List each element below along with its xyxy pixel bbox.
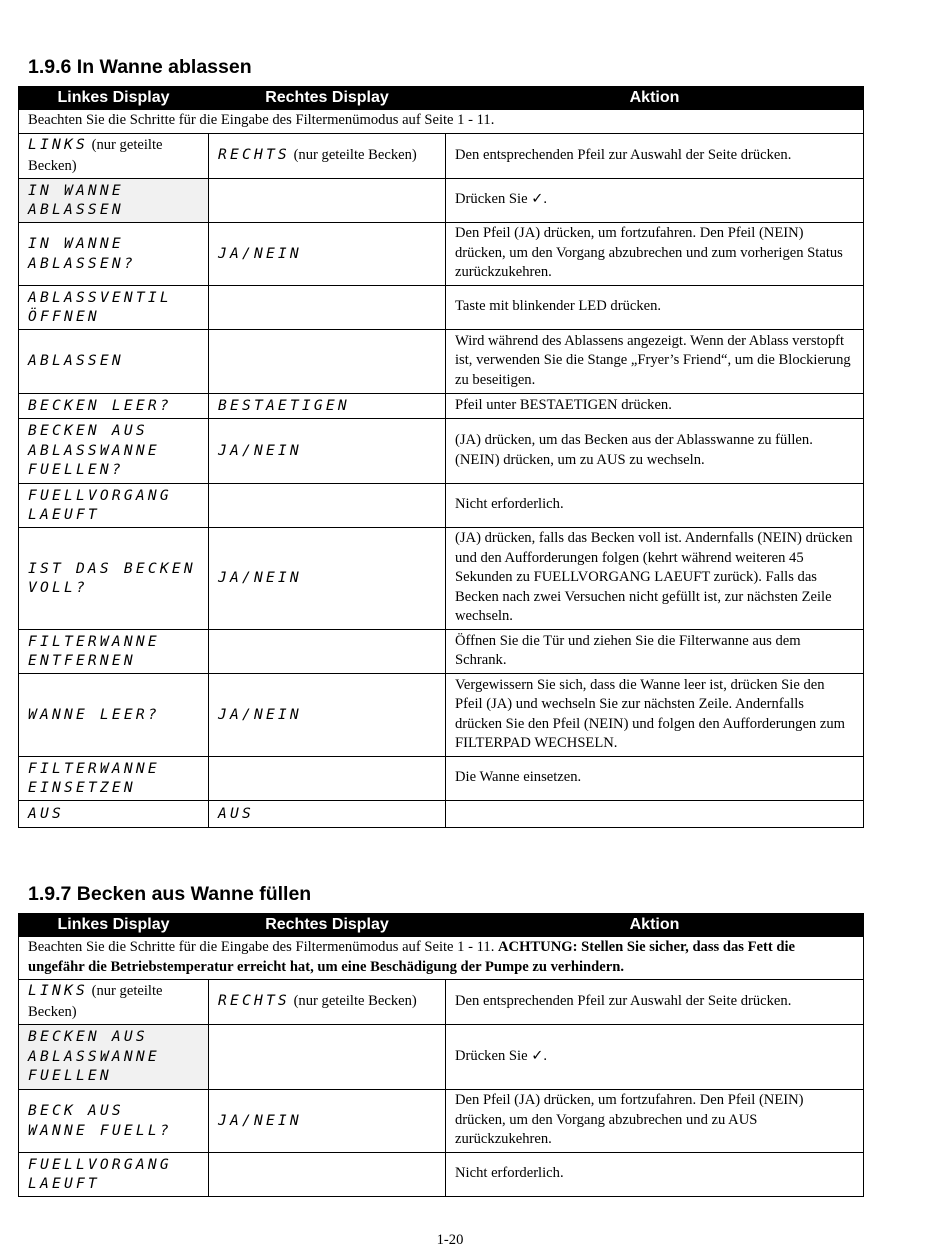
display-table — [18, 913, 864, 1197]
right-display-cell — [209, 1090, 446, 1153]
left-display-cell — [19, 330, 209, 394]
left-display-cell-text: AUS — [28, 804, 64, 822]
action-cell — [446, 528, 864, 630]
right-display-cell-text: JA/NEIN — [218, 1111, 302, 1129]
action-cell-text: Pfeil unter BESTAETIGEN drücken. — [455, 396, 672, 413]
table-row — [19, 528, 864, 630]
table-row — [19, 1090, 864, 1153]
action-cell — [446, 1025, 864, 1090]
note-text-plain: Beachten Sie die Schritte für die Eingabe des Filtermenümodus auf Seite 1 - 11. — [28, 939, 498, 955]
action-cell-text: Taste mit blinkender LED drücken. — [455, 298, 662, 315]
action-cell-text: (JA) drücken, falls das Becken voll ist. Andernfalls (NEIN) drücken und den Aufforderungen folgen (kehrt während weiteren 45 Sekunden zu FUELLVORGANG LAEUFT zurück). Falls das Becken nach zwei Versuchen nicht gefüllt ist, zur nächsten Zeile wechseln. — [455, 530, 853, 625]
action-cell-text: Wird während des Ablassens angezeigt. Wenn der Ablass verstopft ist, verwenden Sie die Stange „Fryer’s Friend“, um die Blockierung zu beseitigen. — [455, 332, 851, 388]
action-cell-text: Drücken Sie ✓. — [455, 191, 548, 208]
table-row — [19, 330, 864, 394]
table-row — [19, 674, 864, 757]
action-cell — [446, 980, 864, 1025]
right-display-cell — [209, 528, 446, 630]
right-display-cell-text: JA/NEIN — [218, 441, 302, 459]
header-left-display: Linkes Display — [19, 87, 209, 110]
left-display-cell — [19, 1153, 209, 1197]
section-becken-aus-wanne-fuellen — [18, 881, 863, 1197]
left-display-cell — [19, 484, 209, 528]
right-display-cell — [209, 134, 446, 179]
right-display-cell — [209, 286, 446, 330]
right-display-cell — [209, 757, 446, 801]
section-in-wanne-ablassen — [18, 54, 863, 828]
action-cell — [446, 630, 864, 674]
right-display-cell — [209, 394, 446, 419]
action-cell-text: Vergewissern Sie sich, dass die Wanne leer ist, drücken Sie den Pfeil (JA) und wechseln Sie zur nächsten Zeile. Andernfalls drücken Sie den Pfeil (NEIN) und folgen den Aufforderungen zum FILTERPAD WECHSELN. — [455, 676, 846, 751]
left-display-cell — [19, 223, 209, 286]
left-display-cell — [19, 286, 209, 330]
left-display-cell-suffix: (nur geteilte Becken) — [28, 983, 163, 1020]
warning-text: ACHTUNG: Stellen Sie sicher, dass das Fett die ungefähr die Betriebstemperatur erreicht hat, um eine Beschädigung der Pumpe zu verhindern. — [28, 939, 796, 975]
note-row — [19, 937, 864, 980]
left-display-cell — [19, 179, 209, 223]
right-display-cell — [209, 1025, 446, 1090]
action-cell-text: Den entsprechenden Pfeil zur Auswahl der Seite drücken. — [455, 992, 792, 1009]
right-display-cell — [209, 630, 446, 674]
right-display-cell — [209, 484, 446, 528]
action-cell — [446, 1090, 864, 1153]
table-row — [19, 980, 864, 1025]
left-display-cell — [19, 528, 209, 630]
action-cell — [446, 330, 864, 394]
right-display-cell-text: RECHTS — [218, 992, 290, 1010]
action-cell — [446, 419, 864, 484]
right-display-cell-suffix: (nur geteilte Becken) — [289, 147, 417, 164]
action-cell — [446, 801, 864, 828]
action-cell — [446, 1153, 864, 1197]
header-action: Aktion — [446, 914, 864, 937]
table-header-row — [19, 914, 864, 937]
left-display-cell-text: BECKEN AUS ABLASSWANNE FUELLEN? — [28, 422, 160, 479]
left-display-cell — [19, 1090, 209, 1153]
table-row — [19, 1025, 864, 1090]
left-display-cell-text: FILTERWANNE EINSETZEN — [28, 759, 160, 796]
header-left-display: Linkes Display — [19, 914, 209, 937]
right-display-cell-text: BESTAETIGEN — [218, 396, 350, 414]
left-display-cell-text: IN WANNE ABLASSEN? — [28, 235, 136, 272]
action-cell-text: Nicht erforderlich. — [455, 496, 564, 513]
left-display-cell-text: BECKEN AUS ABLASSWANNE FUELLEN — [28, 1028, 160, 1085]
left-display-cell — [19, 980, 209, 1025]
left-display-cell — [19, 134, 209, 179]
action-cell-text: (JA) drücken, um das Becken aus der Ablasswanne zu füllen. (NEIN) drücken, um zu AUS zu wechseln. — [455, 432, 813, 468]
note-text-plain: Beachten Sie die Schritte für die Eingabe des Filtermenümodus auf Seite 1 - 11. — [28, 112, 495, 129]
right-display-cell-text: JA/NEIN — [218, 705, 302, 723]
right-display-cell — [209, 1153, 446, 1197]
table-header-row — [19, 87, 864, 110]
action-cell — [446, 223, 864, 286]
action-cell-text: Den Pfeil (JA) drücken, um fortzufahren. Den Pfeil (NEIN) drücken, um den Vorgang abzubrechen und zu AUS zurückzukehren. — [455, 1092, 804, 1148]
action-cell-text: Den Pfeil (JA) drücken, um fortzufahren. Den Pfeil (NEIN) drücken, um den Vorgang abzubrechen und zum vorherigen Status zurückzukehren. — [455, 225, 843, 281]
table-row — [19, 134, 864, 179]
header-action: Aktion — [446, 87, 864, 110]
action-cell — [446, 134, 864, 179]
left-display-cell-text: WANNE LEER? — [28, 705, 160, 723]
left-display-cell-text: LINKS — [28, 136, 88, 153]
table-row — [19, 630, 864, 674]
note-text — [19, 937, 864, 980]
right-display-cell — [209, 674, 446, 757]
action-cell — [446, 484, 864, 528]
left-display-cell-suffix: (nur geteilte Becken) — [28, 137, 163, 174]
table-row — [19, 394, 864, 419]
display-table — [18, 86, 864, 828]
table-row — [19, 1153, 864, 1197]
right-display-cell-text: AUS — [218, 804, 254, 822]
action-cell — [446, 286, 864, 330]
page-number: 1-20 — [436, 1232, 464, 1248]
left-display-cell — [19, 630, 209, 674]
left-display-cell-text: ABLASSVENTIL ÖFFNEN — [28, 288, 172, 325]
action-cell — [446, 757, 864, 801]
table-row — [19, 484, 864, 528]
action-cell-text: Den entsprechenden Pfeil zur Auswahl der Seite drücken. — [455, 146, 792, 163]
right-display-cell — [209, 419, 446, 484]
right-display-cell-text: RECHTS — [218, 146, 290, 164]
right-display-cell — [209, 801, 446, 828]
action-cell — [446, 394, 864, 419]
right-display-cell-text: JA/NEIN — [218, 244, 302, 262]
note-row — [19, 110, 864, 134]
right-display-cell-text: JA/NEIN — [218, 569, 302, 587]
action-cell-text: Drücken Sie ✓. — [455, 1047, 548, 1064]
note-text — [19, 110, 864, 134]
left-display-cell-text: BECK AUS WANNE FUELL? — [28, 1102, 172, 1139]
action-cell — [446, 179, 864, 223]
action-cell-text: Öffnen Sie die Tür und ziehen Sie die Filterwanne aus dem Schrank. — [455, 632, 801, 668]
right-display-cell — [209, 179, 446, 223]
left-display-cell — [19, 394, 209, 419]
right-display-cell — [209, 223, 446, 286]
left-display-cell-text: LINKS — [28, 982, 88, 999]
left-display-cell-text: FILTERWANNE ENTFERNEN — [28, 632, 160, 669]
action-cell — [446, 674, 864, 757]
left-display-cell-text: FUELLVORGANG LAEUFT — [28, 486, 172, 523]
left-display-cell-text: BECKEN LEER? — [28, 396, 172, 414]
right-display-cell — [209, 980, 446, 1025]
table-row — [19, 419, 864, 484]
left-display-cell — [19, 419, 209, 484]
header-right-display: Rechtes Display — [209, 914, 446, 937]
action-cell-text: Nicht erforderlich. — [455, 1165, 564, 1182]
table-row — [19, 286, 864, 330]
left-display-cell-text: ABLASSEN — [28, 352, 124, 370]
left-display-cell-text: IST DAS BECKEN VOLL? — [28, 559, 196, 596]
left-display-cell-text: IN WANNE ABLASSEN — [28, 181, 124, 218]
action-cell-text: Die Wanne einsetzen. — [455, 769, 582, 786]
left-display-cell — [19, 801, 209, 828]
right-display-cell — [209, 330, 446, 394]
table-row — [19, 223, 864, 286]
header-right-display: Rechtes Display — [209, 87, 446, 110]
left-display-cell — [19, 674, 209, 757]
table-row — [19, 801, 864, 828]
left-display-cell — [19, 1025, 209, 1090]
right-display-cell-suffix: (nur geteilte Becken) — [289, 993, 417, 1010]
section-title: 1.9.7 Becken aus Wanne füllen — [28, 883, 312, 905]
section-title: 1.9.6 In Wanne ablassen — [28, 56, 252, 78]
table-row — [19, 757, 864, 801]
left-display-cell-text: FUELLVORGANG LAEUFT — [28, 1155, 172, 1192]
table-row — [19, 179, 864, 223]
left-display-cell — [19, 757, 209, 801]
